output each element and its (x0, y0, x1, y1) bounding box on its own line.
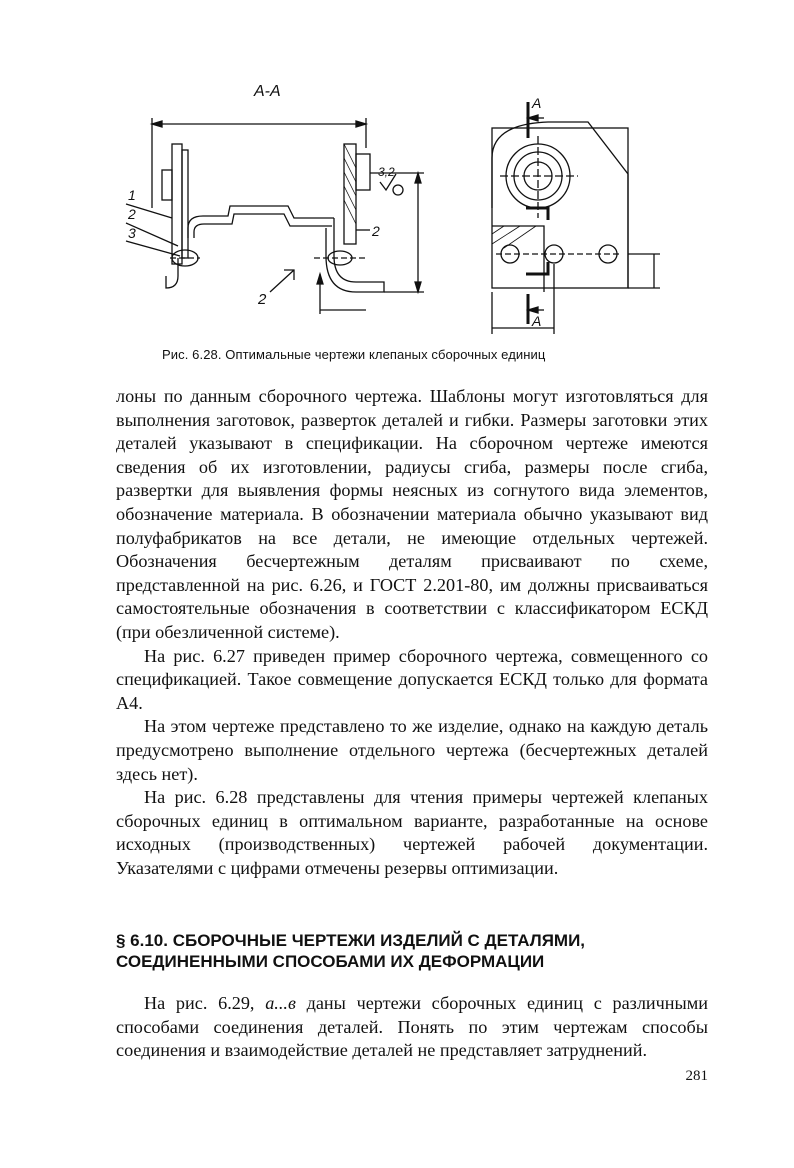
leader-right-2: 2 (372, 223, 380, 239)
roughness-label: 3,2 (378, 165, 395, 179)
section-heading-line-1: § 6.10. СБОРОЧНЫЕ ЧЕРТЕЖИ ИЗДЕЛИЙ С ДЕТАЛЯМИ, (116, 931, 586, 950)
leader-2: 2 (128, 206, 136, 222)
section-label-a-a: A-A (254, 83, 281, 100)
section-heading (116, 930, 676, 972)
section-marker-a-bottom: A (532, 313, 542, 329)
final-paragraph-italic: а...в (265, 993, 296, 1013)
paragraph: лоны по данным сборочного чертежа. Шаблоны могут изготовляться для выполнения заготовок, разверток деталей и гибки. Размеры заготовки этих деталей указывают в спецификации. На сборочном чертеже имеются сведения об их изготовлении, радиусы сгиба, размеры после сгиба, развертки для выявления формы неясных из согнутого вида элементов, обозначение материала. В обозначении материала обычно указывают вид полуфабрикатов на все детали, не имеющие отдельных чертежей. Обозначения бесчертежным деталям присваивают по схеме, представленной на рис. 6.26, и ГОСТ 2.201-80, им должны присваиваться самостоятельные обозначения в соответствии с классификатором ЕСКД (при обезличенной системе). (116, 386, 708, 642)
final-text (116, 992, 708, 1063)
leader-3: 3 (128, 225, 136, 241)
section-marker-a-top: A (532, 95, 542, 111)
leader-1: 1 (128, 187, 136, 203)
paragraph: На рис. 6.28 представлены для чтения примеры чертежей клепаных сборочных единиц в оптимальном варианте, разработанные на основе исходных (производственных) чертежей рабочей документации. Указателями с цифрами отмечены резервы оптимизации. (116, 787, 708, 878)
final-paragraph (116, 992, 708, 1063)
section-heading-line-2: СОЕДИНЕННЫМИ СПОСОБАМИ ИХ ДЕФОРМАЦИИ (116, 952, 545, 971)
technical-drawing-figure (108, 78, 688, 348)
figure-caption: Рис. 6.28. Оптимальные чертежи клепаных сборочных единиц (162, 347, 546, 362)
paragraph: На этом чертеже представлено то же изделие, однако на каждую деталь предусмотрено выполнение отдельного чертежа (бесчертежных деталей здесь нет). (116, 716, 708, 784)
final-paragraph-start: На рис. 6.29, (144, 993, 266, 1013)
arrow-label-2: 2 (258, 291, 267, 308)
final-paragraph-end: даны чертежи сборочных единиц с различными способами соединения деталей. Понять по этим чертежам способы соединения и взаимодействие деталей не представляет затруднений. (116, 993, 708, 1061)
riveted-assembly-drawing (108, 78, 688, 348)
paragraph: На рис. 6.27 приведен пример сборочного чертежа, совмещенного со спецификацией. Такое совмещение допускается ЕСКД только для формата А4. (116, 645, 708, 713)
body-text (116, 385, 708, 880)
page-number: 281 (685, 1068, 708, 1084)
